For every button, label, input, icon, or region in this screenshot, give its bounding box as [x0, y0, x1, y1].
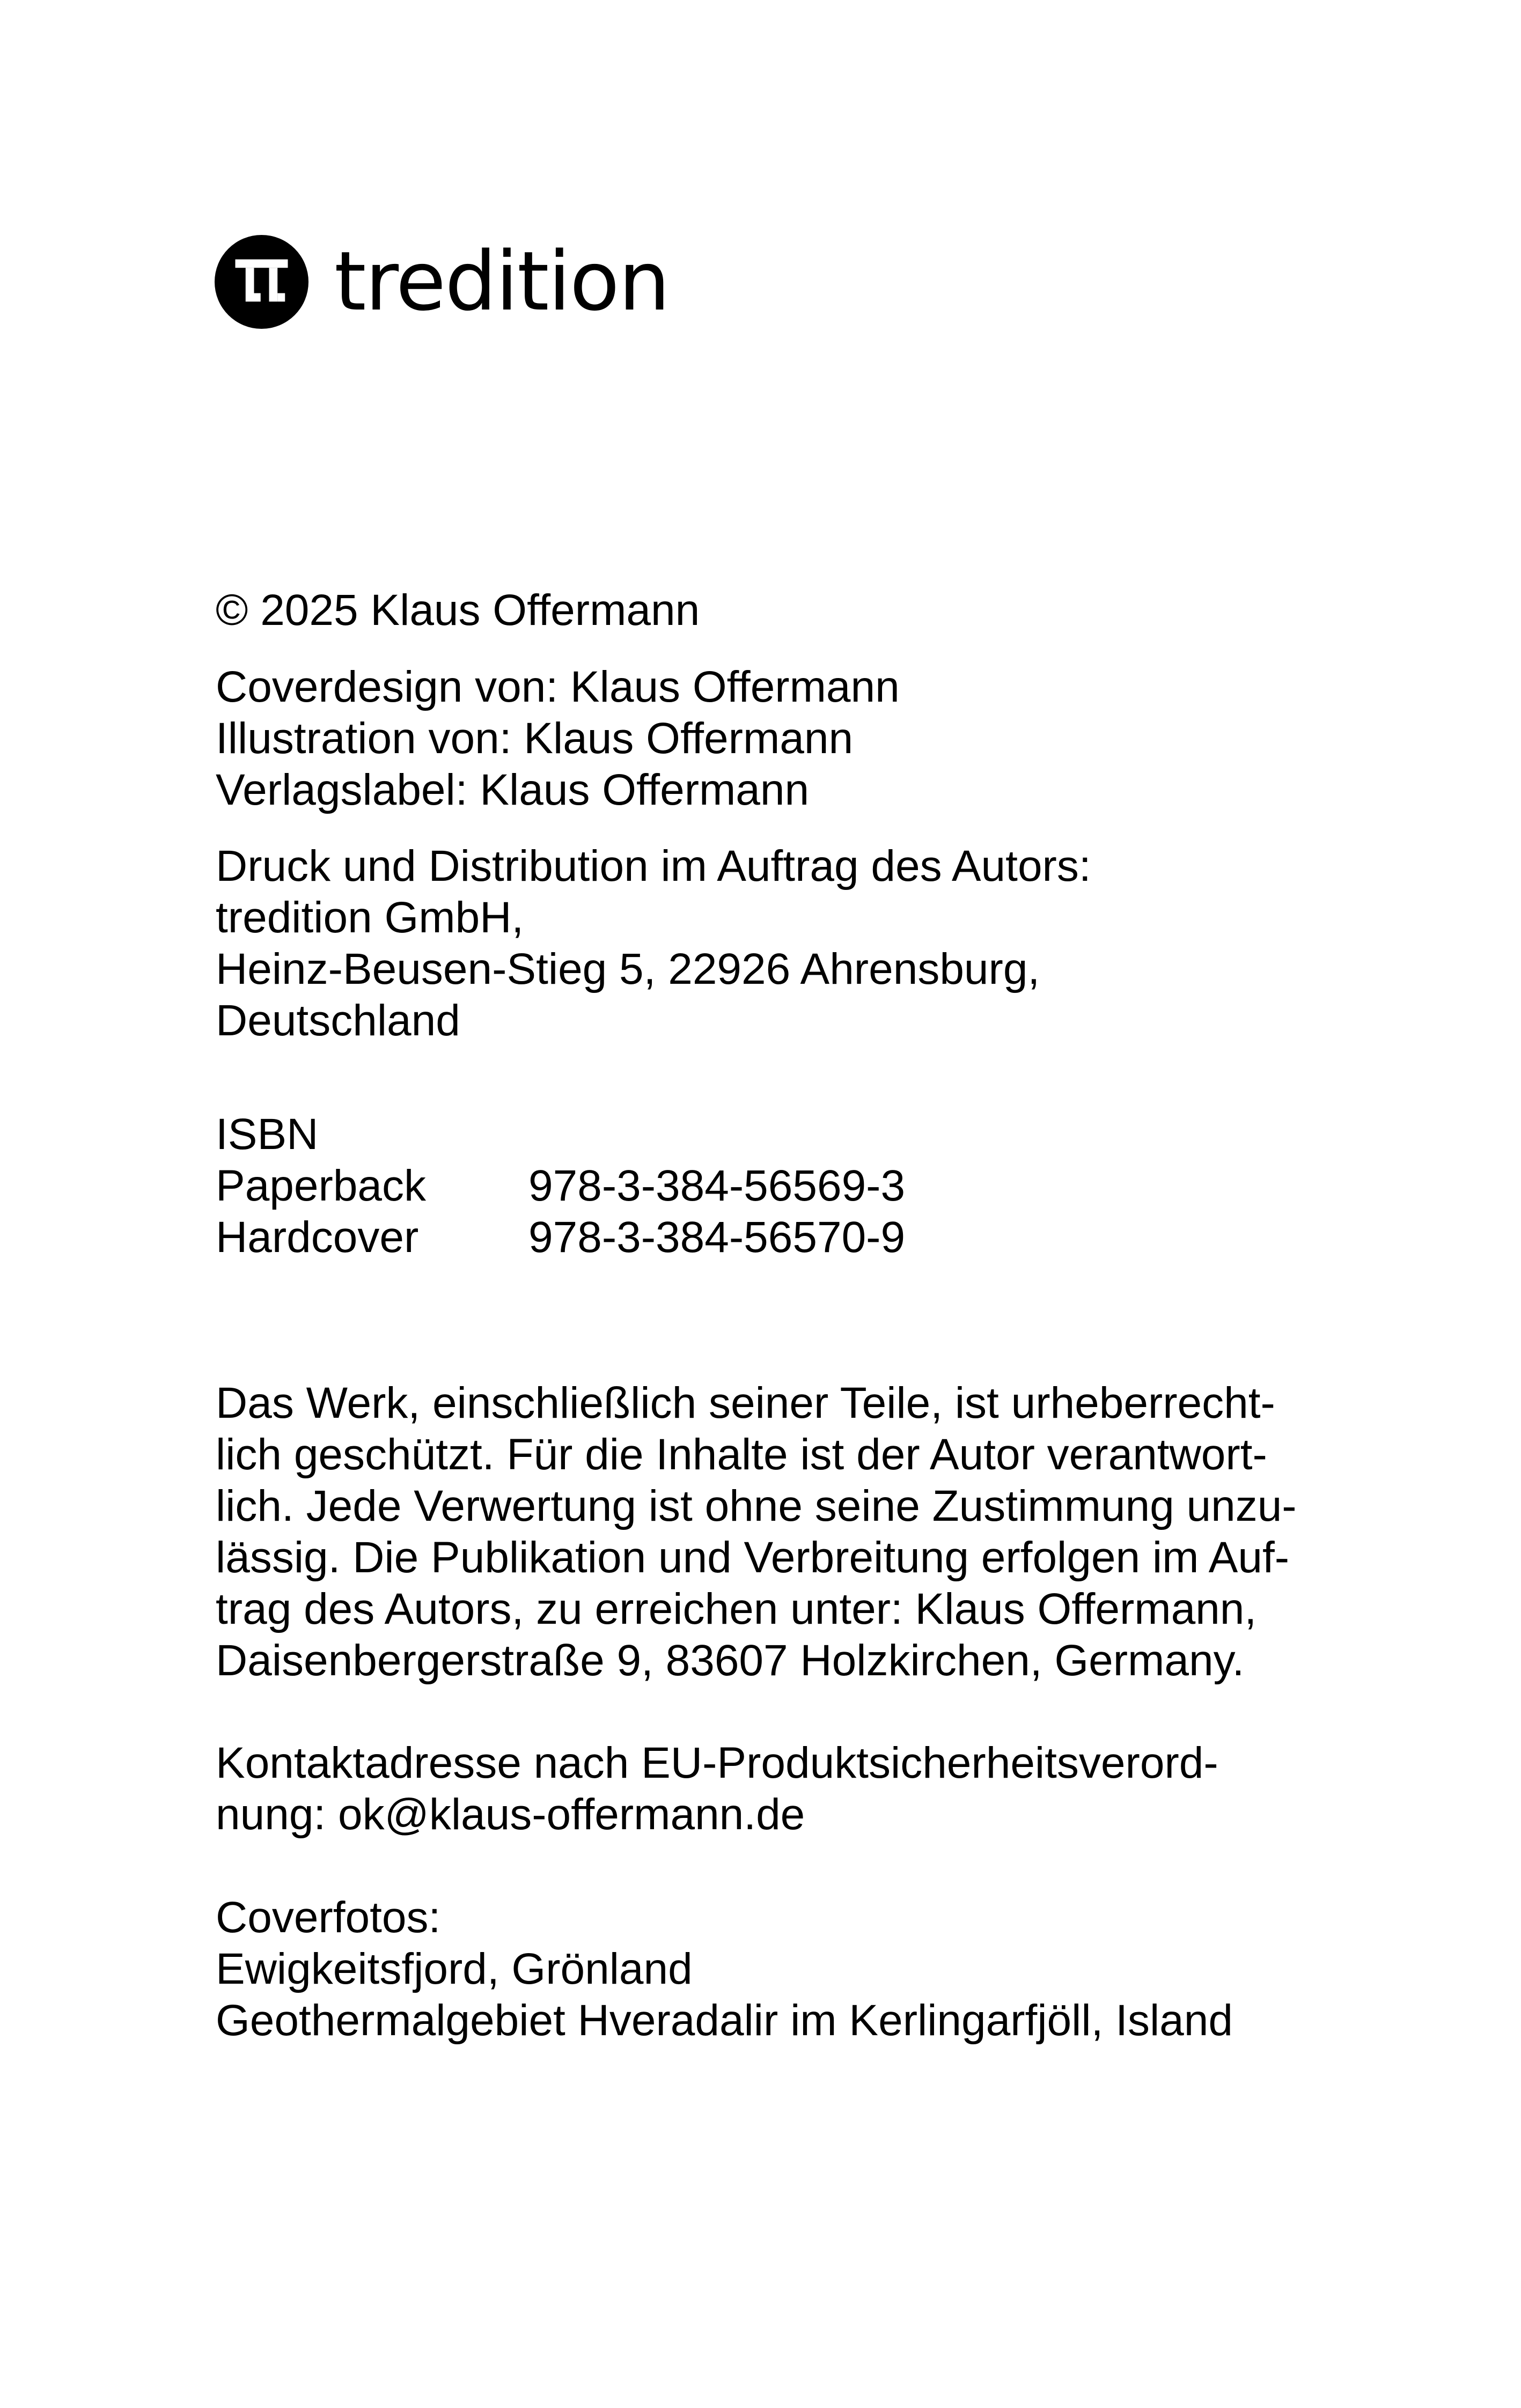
cover-photo-item: Geothermalgebiet Hveradalir im Kerlingarfjöll, Island — [216, 1996, 1233, 2045]
tredition-logo-icon — [215, 235, 308, 329]
printing-line: tredition GmbH, — [216, 893, 524, 942]
isbn-number: 978-3-384-56569-3 — [528, 1161, 906, 1210]
isbn-section — [216, 1109, 1342, 1263]
copyright-line: © 2025 Klaus Offermann — [216, 586, 700, 635]
isbn-heading: ISBN — [216, 1110, 319, 1159]
cover-photos-heading: Coverfotos: — [216, 1893, 441, 1942]
isbn-format: Hardcover — [216, 1213, 419, 1262]
cover-photo-item: Ewigkeitsfjord, Grönland — [216, 1945, 693, 1993]
legal-notice — [216, 1378, 1342, 1687]
contact-address — [216, 1737, 1342, 1840]
isbn-number: 978-3-384-56570-9 — [528, 1213, 906, 1262]
copyright-notice — [216, 585, 1342, 636]
contact-line: Kontaktadresse nach EU-Produktsicherheitsverord- — [216, 1739, 1218, 1787]
legal-line: lich geschützt. Für die Inhalte ist der Autor verantwort- — [216, 1430, 1267, 1479]
isbn-row — [216, 1212, 1342, 1263]
printing-line: Deutschland — [216, 996, 460, 1045]
printing-line: Heinz-Beusen-Stieg 5, 22926 Ahrensburg, — [216, 945, 1040, 993]
credits-section — [216, 661, 1342, 816]
printing-distribution-section — [216, 841, 1342, 1047]
legal-line: lich. Jede Verwertung ist ohne seine Zustimmung unzu- — [216, 1482, 1297, 1530]
credit-illustration: Illustration von: Klaus Offermann — [216, 714, 854, 763]
cover-photos-section — [216, 1892, 1342, 2046]
isbn-row — [216, 1160, 1342, 1212]
legal-line: trag des Autors, zu erreichen unter: Klaus Offermann, — [216, 1585, 1257, 1633]
credit-coverdesign: Coverdesign von: Klaus Offermann — [216, 662, 900, 711]
printing-line: Druck und Distribution im Auftrag des Autors: — [216, 842, 1091, 890]
contact-line: nung: ok@klaus-offermann.de — [216, 1790, 805, 1839]
publisher-logo — [215, 231, 669, 333]
credit-publisher-label: Verlagslabel: Klaus Offermann — [216, 765, 810, 814]
publisher-logo-text: tredition — [334, 234, 670, 329]
legal-line: lässig. Die Publikation und Verbreitung erfolgen im Auf- — [216, 1533, 1290, 1582]
isbn-format: Paperback — [216, 1161, 427, 1210]
legal-line: Daisenbergerstraße 9, 83607 Holzkirchen, Germany. — [216, 1636, 1245, 1685]
legal-line: Das Werk, einschließlich seiner Teile, ist urheberrecht- — [216, 1379, 1275, 1427]
